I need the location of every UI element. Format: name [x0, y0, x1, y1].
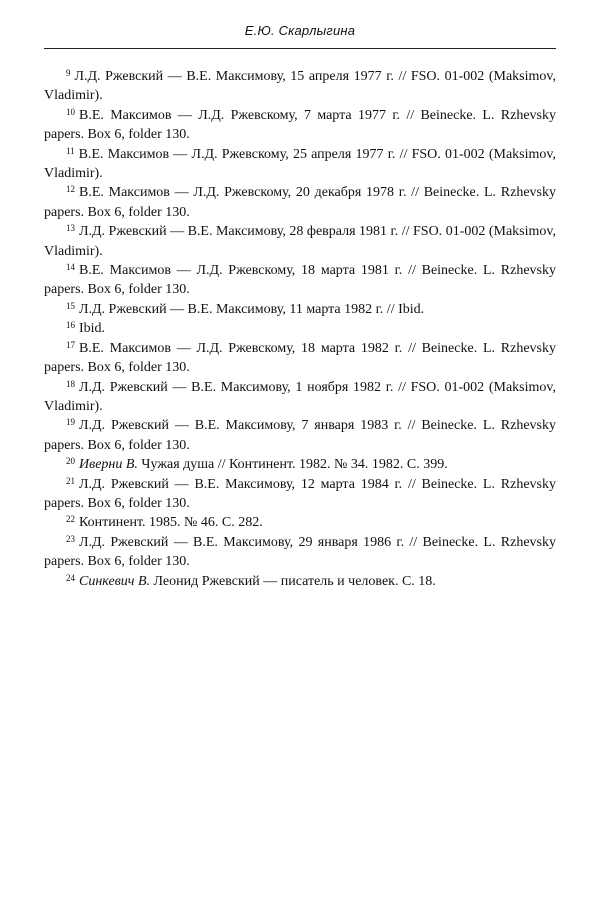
- footnote-text: Л.Д. Ржевский — В.Е. Максимову, 1 ноября 1982 г. // FSO. 01-002 (Maksimov, Vladimir).: [44, 379, 556, 414]
- footnote-text: Л.Д. Ржевский — В.Е. Максимову, 7 января 1983 г. // Beinecke. L. Rzhevsky papers. Box 6, folder 130.: [44, 418, 556, 453]
- footnote-number: 22: [66, 514, 75, 525]
- footnote: [44, 319, 556, 338]
- footnote-number: 15: [66, 300, 75, 311]
- footnote-number: 19: [66, 417, 75, 428]
- footnote: [44, 339, 556, 378]
- footnote-number: 14: [66, 262, 75, 273]
- footnote-number: 21: [66, 475, 75, 486]
- footnote: [44, 261, 556, 300]
- footnote: [44, 183, 556, 222]
- footnote: [44, 455, 556, 474]
- header-rule: [44, 48, 556, 49]
- footnote: [44, 300, 556, 319]
- footnote-text: В.Е. Максимов — Л.Д. Ржевскому, 18 марта 1982 г. // Beinecke. L. Rzhevsky papers. Box 6, folder 130.: [44, 340, 556, 376]
- footnote-author: Иверни В.: [79, 457, 138, 473]
- footnote-number: 12: [66, 184, 75, 195]
- footnote-number: 10: [66, 106, 75, 117]
- footnote-number: 11: [66, 145, 75, 156]
- footnote-text: В.Е. Максимов — Л.Д. Ржевскому, 20 декабря 1978 г. // Beinecke. L. Rzhevsky papers. Box 6, folder 130.: [44, 185, 556, 220]
- footnote-number: 23: [66, 533, 75, 544]
- footnote-author: Синкевич В.: [79, 573, 151, 589]
- footnote-text: В.Е. Максимов — Л.Д. Ржевскому, 25 апреля 1977 г. // FSO. 01-002 (Maksimov, Vladimir).: [44, 146, 556, 182]
- footnote-text: Ibid.: [79, 321, 106, 337]
- footnote: [44, 222, 556, 261]
- footnote: [44, 416, 556, 455]
- footnote-text: Л.Д. Ржевский — В.Е. Максимову, 28 февраля 1981 г. // FSO. 01-002 (Maksimov, Vladimir).: [44, 224, 556, 259]
- footnote-text: Л.Д. Ржевский — В.Е. Максимову, 11 марта 1982 г. // Ibid.: [79, 301, 425, 317]
- footnote-text: Л.Д. Ржевский — В.Е. Максимову, 15 апреля 1977 г. // FSO. 01-002 (Maksimov, Vladimir).: [44, 69, 556, 104]
- running-title: Е.Ю. Скарлыгина: [244, 23, 356, 38]
- footnote-number: 24: [66, 572, 75, 583]
- footnote: [44, 67, 556, 106]
- footnote-text: Л.Д. Ржевский — В.Е. Максимову, 12 марта 1984 г. // Beinecke. L. Rzhevsky papers. Box 6, folder 130.: [44, 476, 556, 511]
- footnote-text: Континент. 1985. № 46. С. 282.: [79, 515, 263, 531]
- footnote: [44, 572, 556, 591]
- footnote-number: 13: [66, 223, 75, 234]
- footnote-text: Л.Д. Ржевский — В.Е. Максимову, 29 января 1986 г. // Beinecke. L. Rzhevsky papers. Box 6, folder 130.: [44, 534, 556, 570]
- footnote: [44, 145, 556, 184]
- footnote: [44, 378, 556, 417]
- footnote: [44, 533, 556, 572]
- footnotes-list: [44, 67, 556, 591]
- footnote-text: В.Е. Максимов — Л.Д. Ржевскому, 18 марта 1981 г. // Beinecke. L. Rzhevsky papers. Box 6, folder 130.: [44, 263, 556, 298]
- footnote-text: Леонид Ржевский — писатель и человек. С. 18.: [153, 573, 436, 589]
- footnote-number: 20: [66, 456, 75, 467]
- footnote-number: 16: [66, 320, 75, 331]
- footnote: [44, 475, 556, 514]
- footnote: [44, 106, 556, 145]
- footnote-number: 18: [66, 378, 75, 389]
- footnote-text: В.Е. Максимов — Л.Д. Ржевскому, 7 марта 1977 г. // Beinecke. L. Rzhevsky papers. Box 6, folder 130.: [44, 107, 556, 143]
- footnote-text: Чужая душа // Континент. 1982. № 34. 1982. С. 399.: [141, 457, 448, 473]
- footnote-number: 17: [66, 339, 75, 350]
- footnote-number: 9: [66, 68, 71, 78]
- footnote: [44, 513, 556, 532]
